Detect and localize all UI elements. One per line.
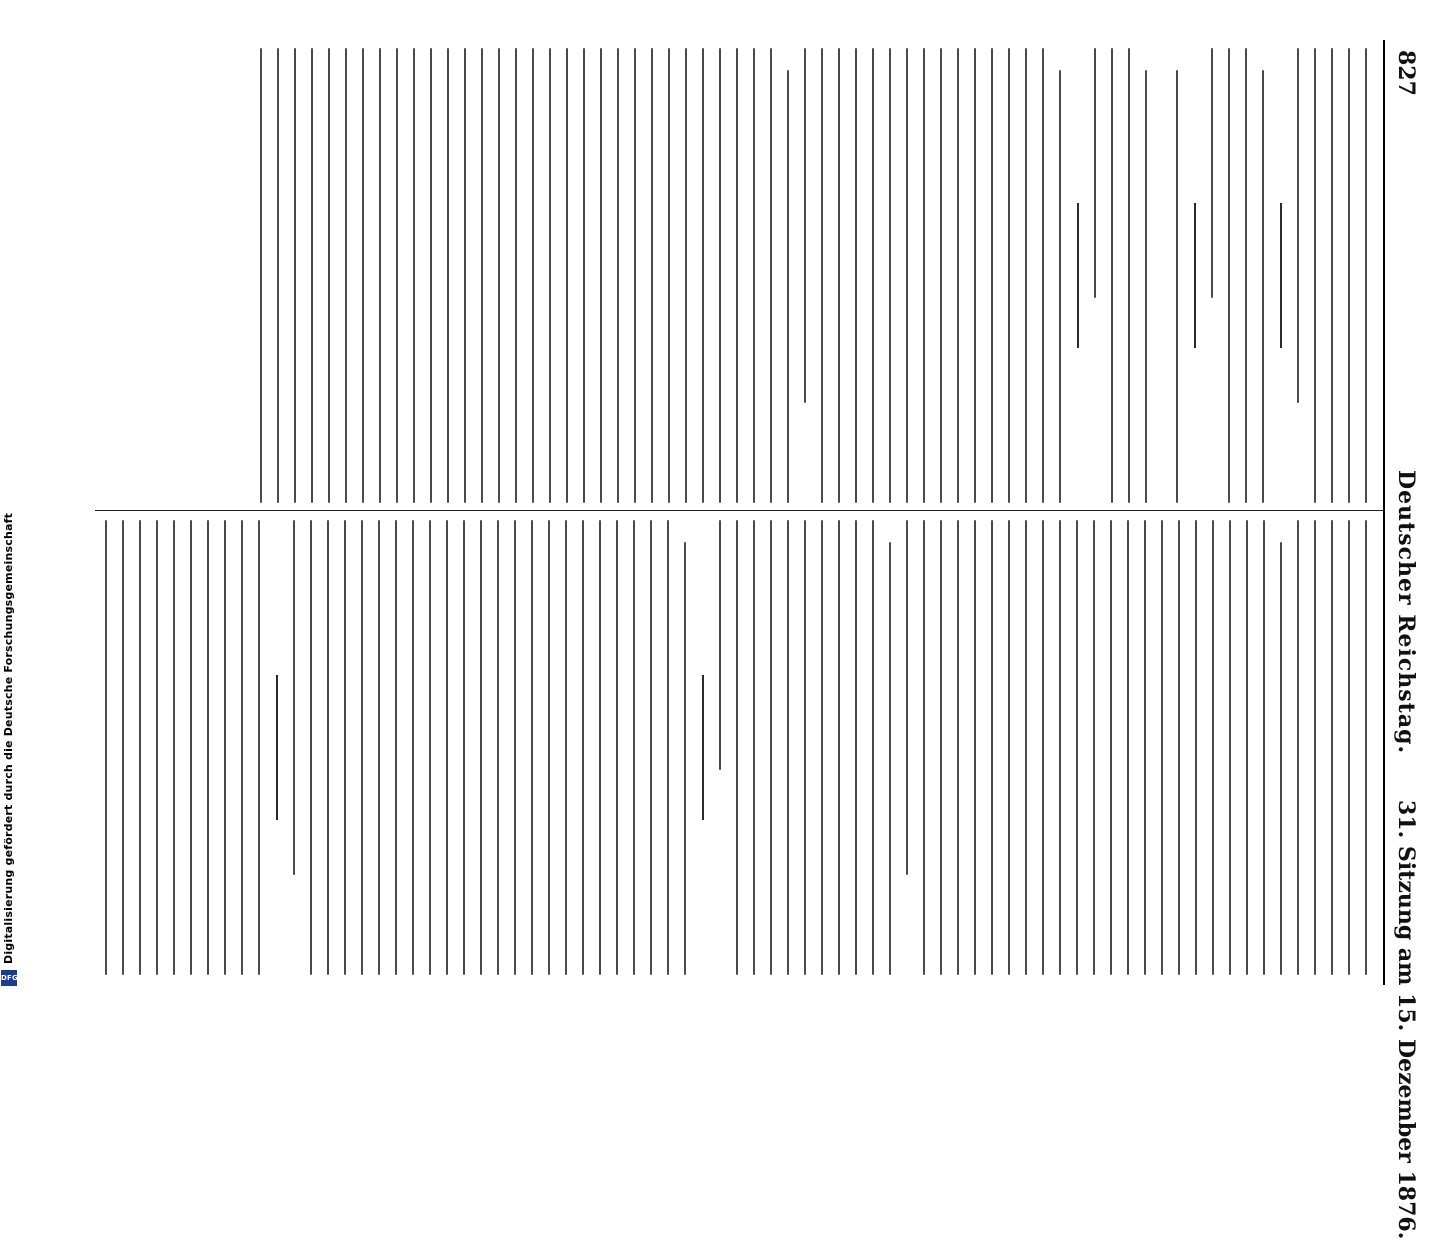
header-title: Deutscher Reichstag. (1393, 470, 1419, 755)
funding-note (0, 0, 18, 990)
funding-note-text: Digitalisierung gefördert durch die Deutsche Forschungsgemeinschaft (2, 512, 15, 964)
text-column-left (103, 520, 1373, 975)
column-rule-top (1375, 510, 1385, 511)
rotated-page-content (95, 40, 1425, 1239)
running-header (1383, 40, 1425, 1239)
column-divider (95, 510, 1375, 511)
margin-strip (0, 0, 22, 1000)
page-number: 827 (1393, 50, 1419, 96)
scanned-page (95, 40, 1425, 1239)
header-session: 31. Sitzung am 15. Dezember 1876. (1393, 800, 1419, 1239)
paragraph-block (103, 520, 1367, 975)
dfg-logo: DFG (1, 970, 17, 986)
paragraph-block (245, 48, 1367, 503)
text-column-right (103, 48, 1373, 503)
